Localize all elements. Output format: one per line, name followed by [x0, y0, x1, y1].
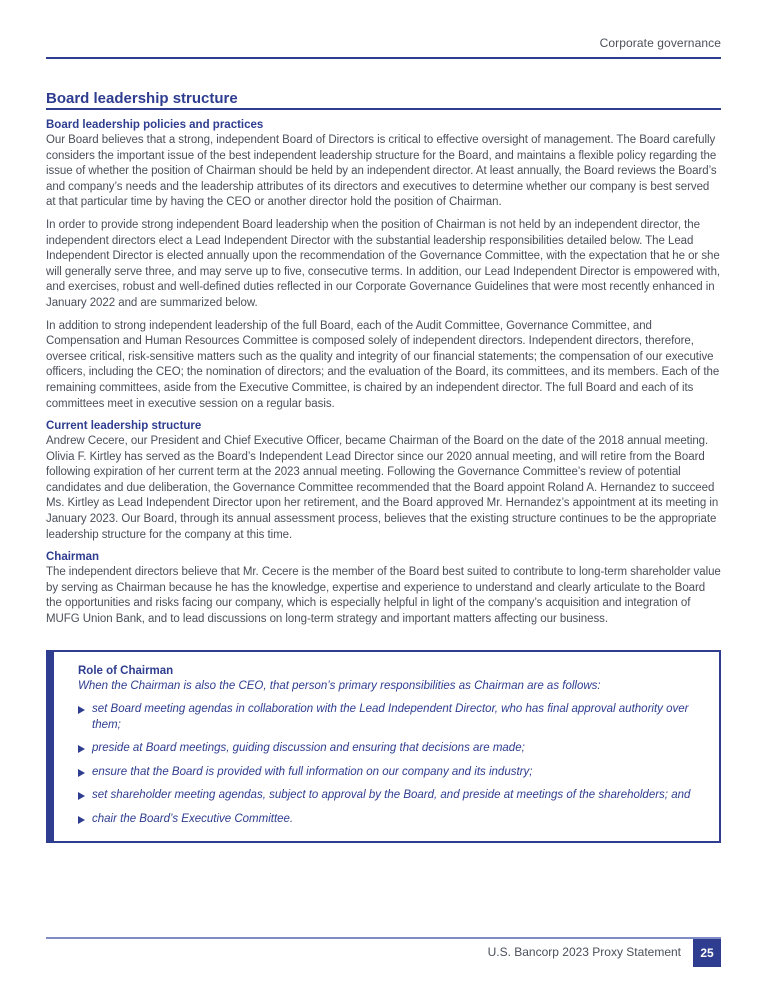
right-triangle-bullet-icon: [78, 792, 85, 800]
section-title-rule: [46, 108, 721, 110]
subsection-heading: Chairman: [46, 551, 100, 564]
subsection-heading: Board leadership policies and practices: [46, 119, 264, 131]
right-triangle-bullet-icon: [78, 745, 85, 753]
paragraph: Our Board believes that a strong, independent Board of Directors is critical to effective oversight of management. The Board carefully considers the important issue of the best independent leadership structure for the Board, and maintains a flexible policy regarding the issue of whether the position of Chairman should be held by an independent director. At least annually, the Board reviews the Board’s and company’s needs and the leadership attributes of its directors and executives to determine whether our company is best served at that particular time by having the CEO or another director hold the position of Chairman.: [46, 134, 717, 209]
right-triangle-bullet-icon: [78, 816, 85, 824]
list-item-text: preside at Board meetings, guiding discussion and ensuring that decisions are made;: [92, 742, 525, 755]
role-of-chairman-callout: [46, 650, 721, 843]
subsection-current-leadership: [46, 419, 721, 543]
right-triangle-bullet-icon: [78, 769, 85, 777]
running-header: Corporate governance: [599, 36, 721, 50]
paragraph: The independent directors believe that Mr. Cecere is the member of the Board best suited to contribute to long-term shareholder value by serving as Chairman because he has the knowledge, expertise and experience to understand and clearly articulate to the Board the opportunities and risks facing our company, which is especially helpful in light of the company’s acquisition and integration of MUFG Union Bank, and to lead discussions on long-term strategy and important matters affecting our business.: [46, 566, 721, 626]
section-title: Board leadership structure: [46, 90, 238, 107]
right-triangle-bullet-icon: [78, 706, 85, 714]
list-item-text: chair the Board’s Executive Committee.: [92, 812, 294, 825]
list-item: [78, 765, 703, 781]
callout-intro: When the Chairman is also the CEO, that person’s primary responsibilities as Chairman are as follows:: [78, 680, 601, 692]
paragraph: In addition to strong independent leadership of the full Board, each of the Audit Committee, Governance Committee, and Compensation and Human Resources Committee is composed solely of independent directors. Independent directors, therefore, oversee critical, risk-sensitive matters such as the quality and integrity of our financial statements; the compensation of our executive officers, including the CEO; the nomination of directors; and the evaluation of the Board, its committees, and its members. Each of the remaining committees, aside from the Executive Committee, is chaired by an independent director. The full Board and each of its committees meet in executive session on a regular basis.: [46, 319, 720, 410]
subsection-policies-practices: [46, 118, 721, 412]
section-content: [46, 118, 721, 635]
paragraph: In order to provide strong independent Board leadership when the position of Chairman is not held by an independent director, the independent directors elect a Lead Independent Director with the substantial leadership responsibilities detailed below. The Lead Independent Director is elected annually upon the recommendation of the Governance Committee, with the expectation that he or she will generally serve three, and may serve up to five, consecutive terms. In addition, our Lead Independent Director is empowered with, and exercises, robust and well-defined duties reflected in our Corporate Governance Guidelines that were most recently enhanced in January 2022 and are summarized below.: [46, 218, 721, 309]
document-page: [46, 0, 721, 1000]
subsection-chairman: [46, 550, 721, 627]
list-item: [78, 788, 703, 804]
list-item: [78, 702, 703, 733]
page-number-badge: 25: [693, 939, 721, 967]
callout-title: Role of Chairman: [78, 665, 174, 677]
paragraph: Andrew Cecere, our President and Chief Executive Officer, became Chairman of the Board on the date of the 2018 annual meeting. Olivia F. Kirtley has served as the Board’s Independent Lead Director since our 2020 annual meeting, and will retire from the Board following expiration of her current term at the 2023 annual meeting. Following the Governance Committee’s review of potential candidates and due deliberation, the Governance Committee recommended that the Board appoint Roland A. Hernandez to succeed Ms. Kirtley as Lead Independent Director upon her retirement, and the Board approved Mr. Hernandez’s appointment at its meeting in January 2023. Our Board, through its annual assessment process, believes that the existing structure continues to be the appropriate leadership structure for the company at this time.: [46, 435, 719, 541]
header-rule: [46, 57, 721, 59]
list-item-text: set Board meeting agendas in collaboration with the Lead Independent Director, who has final approval authority over them;: [92, 703, 689, 731]
footer-rule: [46, 937, 721, 939]
list-item-text: set shareholder meeting agendas, subject to approval by the Board, and preside at meetings of the shareholders; and: [92, 789, 691, 802]
list-item-text: ensure that the Board is provided with full information on our company and its industry;: [92, 765, 533, 778]
list-item: [78, 812, 703, 828]
footer-publication-title: U.S. Bancorp 2023 Proxy Statement: [487, 945, 681, 959]
list-item: [78, 741, 703, 757]
responsibilities-list: [78, 702, 703, 828]
subsection-heading: Current leadership structure: [46, 420, 202, 433]
